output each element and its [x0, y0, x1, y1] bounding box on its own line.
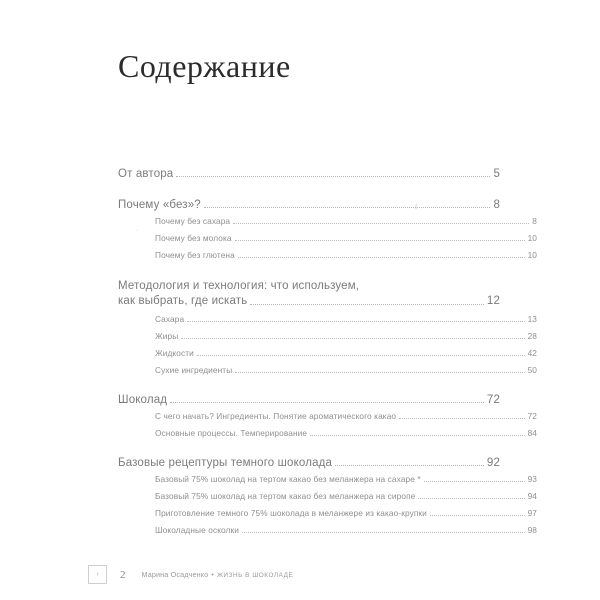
spacer [118, 358, 500, 365]
toc-entry-level2[interactable] [118, 474, 537, 484]
toc-entry-label: Почему «без»? [118, 199, 201, 211]
toc-entry-label: Шоколад [118, 394, 168, 406]
toc-entry-label: С чего начать? Ингредиенты. Понятие ароматического какао [155, 411, 397, 421]
toc-entry-page: 28 [527, 331, 537, 341]
toc-entry-page: 97 [527, 508, 537, 518]
toc-entry-level1[interactable] [118, 394, 500, 406]
toc-entry-label: Сахара [155, 314, 185, 324]
toc-entry-level2[interactable] [118, 491, 537, 501]
toc-entry-label: От автора [118, 168, 174, 180]
toc-entry-label-line2: как выбрать, где искать [118, 295, 248, 307]
dot-leader [204, 206, 491, 208]
toc-entry-page: 84 [527, 428, 537, 438]
toc-entry-level2[interactable] [118, 411, 537, 421]
running-footer [142, 570, 294, 579]
dot-leader [399, 417, 524, 419]
toc-entry-label: Базовый 75% шоколад на тертом какао без меланжера на сахаре * [155, 474, 421, 484]
chevron-right-icon[interactable] [88, 565, 107, 584]
dot-leader [181, 337, 524, 339]
folio-number: 2 [120, 568, 126, 581]
toc-entry-level2[interactable] [118, 331, 537, 341]
dot-leader [238, 256, 525, 258]
toc-entry-page: 10 [527, 250, 537, 260]
toc-entry-level2[interactable] [118, 365, 537, 375]
spacer [118, 501, 500, 508]
toc-entry-page: 93 [527, 474, 537, 484]
toc-entry-label: Сухие ингредиенты [155, 365, 233, 375]
spacer [118, 341, 500, 348]
toc-entry-page: 8 [493, 199, 500, 211]
spacer [118, 421, 500, 428]
book-title: ЖИЗНЬ В ШОКОЛАДЕ [216, 572, 294, 579]
toc-entry-label: Почему без молока [155, 233, 232, 243]
dot-leader [335, 464, 484, 466]
toc-entry-page: 72 [527, 411, 537, 421]
toc-entry-level2[interactable] [118, 525, 537, 535]
toc-entry-page: 12 [486, 295, 500, 307]
spacer [118, 324, 500, 331]
toc-entry-label-line1: Методология и технология: что используем, [118, 280, 360, 292]
toc-entry-page: 92 [486, 457, 500, 469]
dot-leader [250, 303, 484, 305]
toc-entry-level2[interactable] [118, 314, 537, 324]
spacer [118, 260, 500, 279]
dot-leader [430, 514, 525, 516]
toc-entry-label: Приготовление темного 75% шоколада в меланжере из какао-крупки [155, 508, 427, 518]
spacer [118, 180, 500, 199]
table-of-contents [118, 168, 537, 535]
toc-entry-label: Базовый 75% шоколад на тертом какао без меланжера на сиропе [155, 491, 416, 501]
toc-entry-level2[interactable] [118, 508, 537, 518]
toc-entry-label: Шоколадные осколки [155, 525, 239, 535]
toc-entry-level2[interactable] [118, 428, 537, 438]
toc-entry-page: 8 [532, 216, 537, 226]
toc-entry-label: Почему без сахара [155, 216, 231, 226]
chevron-right-glyph: › [96, 571, 99, 578]
footer-separator: • [211, 570, 214, 579]
dot-leader [176, 175, 490, 177]
dot-leader [418, 497, 524, 499]
toc-entry-label: Жиры [155, 331, 179, 341]
spacer [118, 518, 500, 525]
toc-entry-level2[interactable] [118, 250, 537, 260]
toc-entry-page: 50 [527, 365, 537, 375]
page-footer [88, 565, 293, 584]
dot-leader [235, 371, 524, 373]
dot-leader [187, 320, 524, 322]
toc-entry-page: 98 [527, 525, 537, 535]
toc-entry-level1[interactable] [118, 199, 500, 211]
author-name: Марина Осадченко [141, 570, 209, 579]
spacer [118, 438, 500, 457]
toc-entry-page: 13 [527, 314, 537, 324]
toc-entry-page: 94 [527, 491, 537, 501]
spacer [118, 226, 500, 233]
toc-entry-page: 5 [493, 168, 500, 180]
toc-entry-label: Жидкости [155, 348, 194, 358]
spacer [118, 484, 500, 491]
dot-leader [424, 480, 525, 482]
toc-entry-level1[interactable] [118, 457, 500, 469]
toc-entry-page: 42 [527, 348, 537, 358]
dot-leader [242, 531, 525, 533]
spacer [118, 375, 500, 394]
toc-entry-level2[interactable] [118, 216, 537, 226]
dot-leader [197, 354, 525, 356]
toc-entry-label: Базовые рецептуры темного шоколада [118, 457, 333, 469]
spacer [118, 243, 500, 250]
toc-entry-level1[interactable] [118, 279, 500, 309]
dot-leader [235, 239, 525, 241]
dot-leader [310, 434, 524, 436]
scan-artifact-mark-secondary: - [136, 228, 138, 234]
toc-entry-label: Основные процессы. Темперирование [155, 428, 308, 438]
dot-leader [233, 222, 529, 224]
toc-entry-level2[interactable] [118, 348, 537, 358]
toc-entry-level1[interactable] [118, 168, 500, 180]
page-title: Содержание [118, 48, 291, 85]
scan-artifact-mark: f [415, 203, 418, 211]
toc-entry-label: Почему без глютена [155, 250, 235, 260]
toc-entry-level2[interactable] [118, 233, 537, 243]
toc-entry-page: 72 [486, 394, 500, 406]
toc-entry-page: 10 [527, 233, 537, 243]
dot-leader [170, 401, 484, 403]
toc-entry-second-line [118, 294, 500, 309]
